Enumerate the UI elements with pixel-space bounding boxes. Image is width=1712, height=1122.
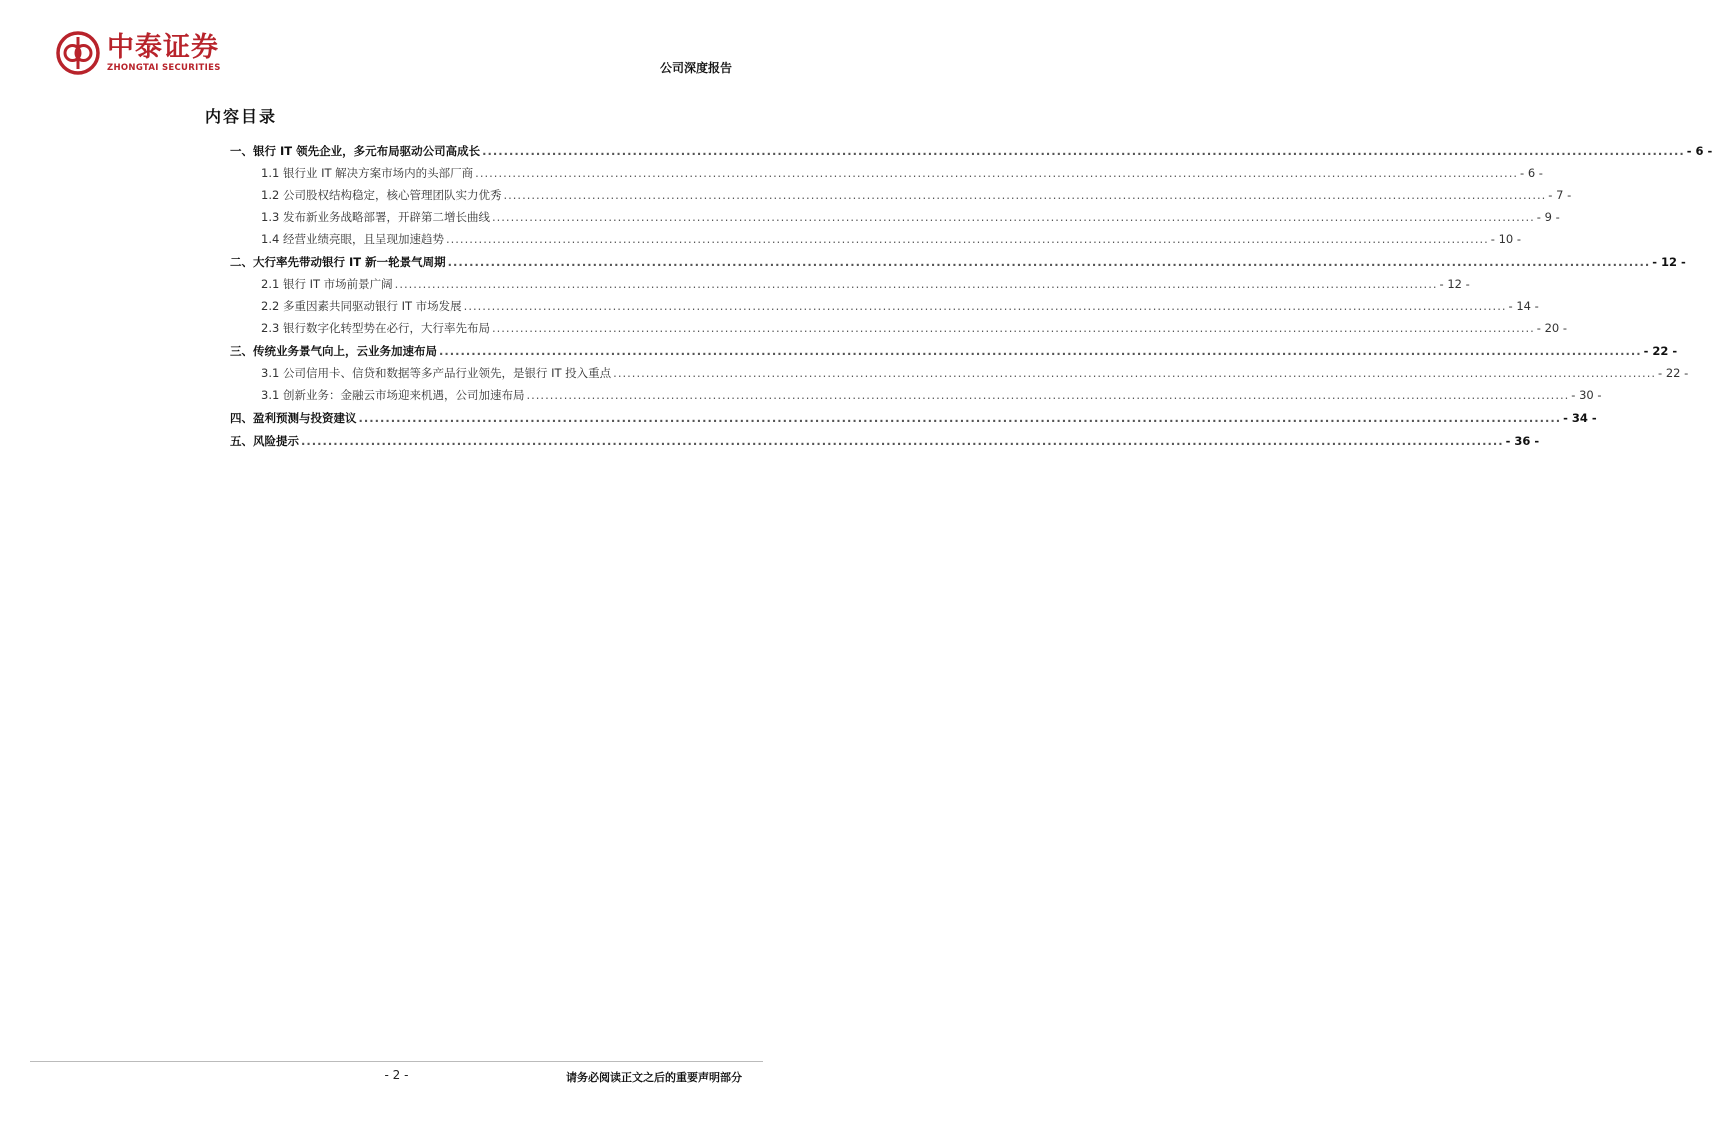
toc-dot-leader xyxy=(613,366,1656,380)
toc-page-number: - 34 - xyxy=(1563,411,1597,425)
toc-entry-title: 三、传统业务景气向上，云业务加速布局 xyxy=(230,344,437,358)
toc-dot-leader xyxy=(446,232,1489,246)
toc-page-number: - 30 - xyxy=(1571,388,1602,402)
toc-page-number: - 22 - xyxy=(1658,366,1689,380)
toc-page-number: - 14 - xyxy=(1508,299,1539,313)
toc-entry-title: 2.2 多重因素共同驱动银行 IT 市场发展 xyxy=(261,299,462,313)
toc-page-number: - 7 - xyxy=(1548,188,1572,202)
toc-page-number: - 6 - xyxy=(1686,144,1712,158)
toc-page-number: - 12 - xyxy=(1439,277,1470,291)
toc-dot-leader xyxy=(395,277,1438,291)
toc-entry-title: 3.1 创新业务：金融云市场迎来机遇，公司加速布局 xyxy=(261,388,525,402)
toc-dot-leader xyxy=(439,344,1642,358)
toc-page-number: - 6 - xyxy=(1520,166,1543,180)
toc-entry-title: 五、风险提示 xyxy=(230,434,299,448)
logo-text xyxy=(107,33,221,74)
toc-entry[interactable] xyxy=(230,276,1470,298)
toc-entry-title: 四、盈利预测与投资建议 xyxy=(230,411,357,425)
toc-dot-leader xyxy=(482,144,1685,158)
toc-entry[interactable] xyxy=(230,298,1539,320)
toc-entry[interactable] xyxy=(230,187,1572,209)
toc-entry[interactable] xyxy=(230,343,1678,365)
page-number: - 2 - xyxy=(384,1068,409,1082)
toc-entry-title: 2.3 银行数字化转型势在必行，大行率先布局 xyxy=(261,321,490,335)
toc-entry[interactable] xyxy=(230,143,1712,165)
toc-entry[interactable] xyxy=(230,231,1522,253)
toc-page-number: - 10 - xyxy=(1490,232,1522,246)
zhongtai-logo-icon xyxy=(56,31,100,75)
toc-page-number: - 9 - xyxy=(1536,210,1560,224)
toc-entry-title: 1.2 公司股权结构稳定，核心管理团队实力优秀 xyxy=(261,188,502,202)
brand-name-cn: 中泰证券 xyxy=(107,31,219,63)
toc-page-number: - 20 - xyxy=(1536,321,1568,335)
toc-entry[interactable] xyxy=(230,410,1597,432)
toc-entry[interactable] xyxy=(230,209,1560,231)
toc-dot-leader xyxy=(475,166,1518,180)
company-logo xyxy=(56,30,221,76)
footer-divider xyxy=(30,1061,763,1062)
toc-dot-leader xyxy=(492,210,1535,224)
toc-entry[interactable] xyxy=(230,433,1540,455)
toc-dot-leader xyxy=(464,299,1507,313)
brand-name-en: ZHONGTAI SECURITIES xyxy=(107,62,221,73)
toc-entry[interactable] xyxy=(230,320,1568,342)
footer-disclaimer: 请务必阅读正文之后的重要声明部分 xyxy=(566,1071,742,1084)
toc-entry[interactable] xyxy=(230,387,1602,409)
toc-entry[interactable] xyxy=(230,365,1689,387)
toc-dot-leader xyxy=(359,411,1562,425)
toc-entry-title: 2.1 银行 IT 市场前景广阔 xyxy=(261,277,393,291)
toc-dot-leader xyxy=(492,321,1535,335)
toc-dot-leader xyxy=(526,388,1569,402)
toc-page-number: - 12 - xyxy=(1652,255,1686,269)
toc-entry[interactable] xyxy=(230,165,1543,187)
report-type-label: 公司深度报告 xyxy=(659,61,732,75)
toc-title: 内容目录 xyxy=(205,107,278,126)
toc-entry[interactable] xyxy=(230,254,1686,276)
toc-dot-leader xyxy=(301,434,1504,448)
toc-dot-leader xyxy=(503,188,1546,202)
toc-entry-title: 1.3 发布新业务战略部署，开辟第二增长曲线 xyxy=(261,210,490,224)
toc-page-number: - 36 - xyxy=(1505,434,1540,448)
toc-entry-title: 3.1 公司信用卡、信贷和数据等多产品行业领先，是银行 IT 投入重点 xyxy=(261,366,612,380)
toc-entry-title: 二、大行率先带动银行 IT 新一轮景气周期 xyxy=(230,255,446,269)
toc-dot-leader xyxy=(448,255,1651,269)
toc-page-number: - 22 - xyxy=(1643,344,1678,358)
toc-entry-title: 1.1 银行业 IT 解决方案市场内的头部厂商 xyxy=(261,166,474,180)
toc-entry-title: 1.4 经营业绩亮眼，且呈现加速趋势 xyxy=(261,232,444,246)
toc-entry-title: 一、银行 IT 领先企业，多元布局驱动公司高成长 xyxy=(230,144,481,158)
table-of-contents xyxy=(230,143,1712,455)
